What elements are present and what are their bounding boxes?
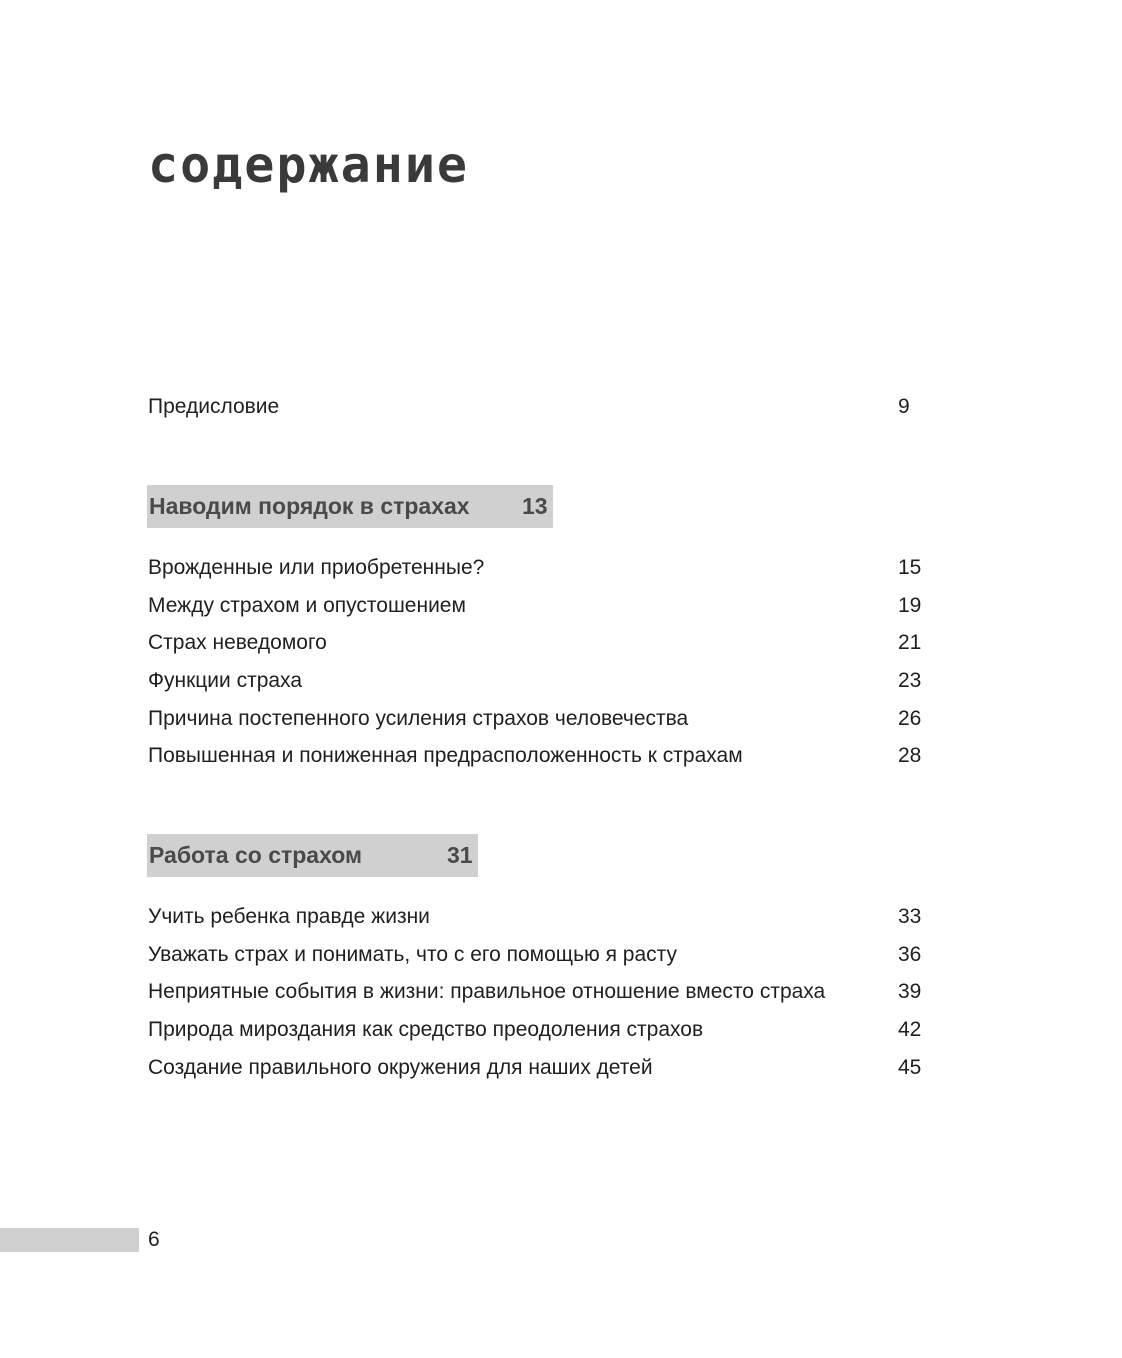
page-number: 6 bbox=[148, 1228, 160, 1251]
folio-bar bbox=[0, 1228, 139, 1252]
section-heading-1[interactable] bbox=[147, 485, 553, 528]
toc-entry[interactable] bbox=[148, 704, 928, 734]
section-title: Наводим порядок в страхах bbox=[149, 493, 470, 519]
toc-entry-title: Повышенная и пониженная предрасположенность к страхам bbox=[148, 744, 743, 767]
toc-entry-page: 9 bbox=[898, 395, 910, 418]
toc-entry-page: 45 bbox=[898, 1056, 922, 1079]
toc-entry-title: Врожденные или приобретенные? bbox=[148, 556, 485, 579]
toc-entry-page: 19 bbox=[898, 594, 922, 617]
toc-entry-title: Учить ребенка правде жизни bbox=[148, 905, 430, 928]
toc-entry-page: 26 bbox=[898, 707, 922, 730]
toc-entry-title: Неприятные события в жизни: правильное отношение вместо страха bbox=[148, 980, 826, 1003]
toc-entry-page: 15 bbox=[898, 556, 922, 579]
toc-entry[interactable] bbox=[148, 902, 928, 932]
toc-entry-title: Создание правильного окружения для наших детей bbox=[148, 1056, 653, 1079]
toc-entry-title: Причина постепенного усиления страхов человечества bbox=[148, 707, 689, 730]
toc-entry[interactable] bbox=[148, 1053, 928, 1083]
toc-entry-title: Страх неведомого bbox=[148, 631, 327, 654]
toc-entry-title: Предисловие bbox=[148, 395, 280, 418]
toc-entry-preface[interactable] bbox=[148, 392, 928, 422]
toc-entry[interactable] bbox=[148, 977, 928, 1007]
section-page: 31 bbox=[447, 842, 473, 868]
toc-entry[interactable] bbox=[148, 666, 928, 696]
toc-entry[interactable] bbox=[148, 553, 928, 583]
section-title: Работа со страхом bbox=[149, 842, 363, 868]
toc-entry[interactable] bbox=[148, 628, 928, 658]
toc-entry-page: 23 bbox=[898, 669, 922, 692]
toc-entry-page: 39 bbox=[898, 980, 922, 1003]
toc-entry-title: Функции страха bbox=[148, 669, 302, 692]
toc-entry[interactable] bbox=[148, 741, 928, 771]
toc-entry-page: 21 bbox=[898, 631, 922, 654]
toc-entry[interactable] bbox=[148, 1015, 928, 1045]
page-title: содержание bbox=[148, 136, 470, 194]
toc-entry-page: 28 bbox=[898, 744, 922, 767]
toc-entry[interactable] bbox=[148, 940, 928, 970]
toc-entry-page: 42 bbox=[898, 1018, 922, 1041]
toc-entry-page: 36 bbox=[898, 943, 922, 966]
section-page: 13 bbox=[522, 493, 548, 519]
toc-entry[interactable] bbox=[148, 591, 928, 621]
section-heading-2[interactable] bbox=[147, 834, 478, 877]
toc-entry-title: Природа мироздания как средство преодоления страхов bbox=[148, 1018, 704, 1041]
toc-entry-title: Уважать страх и понимать, что с его помощью я расту bbox=[148, 943, 678, 966]
toc-entry-title: Между страхом и опустошением bbox=[148, 594, 466, 617]
toc-entry-page: 33 bbox=[898, 905, 922, 928]
